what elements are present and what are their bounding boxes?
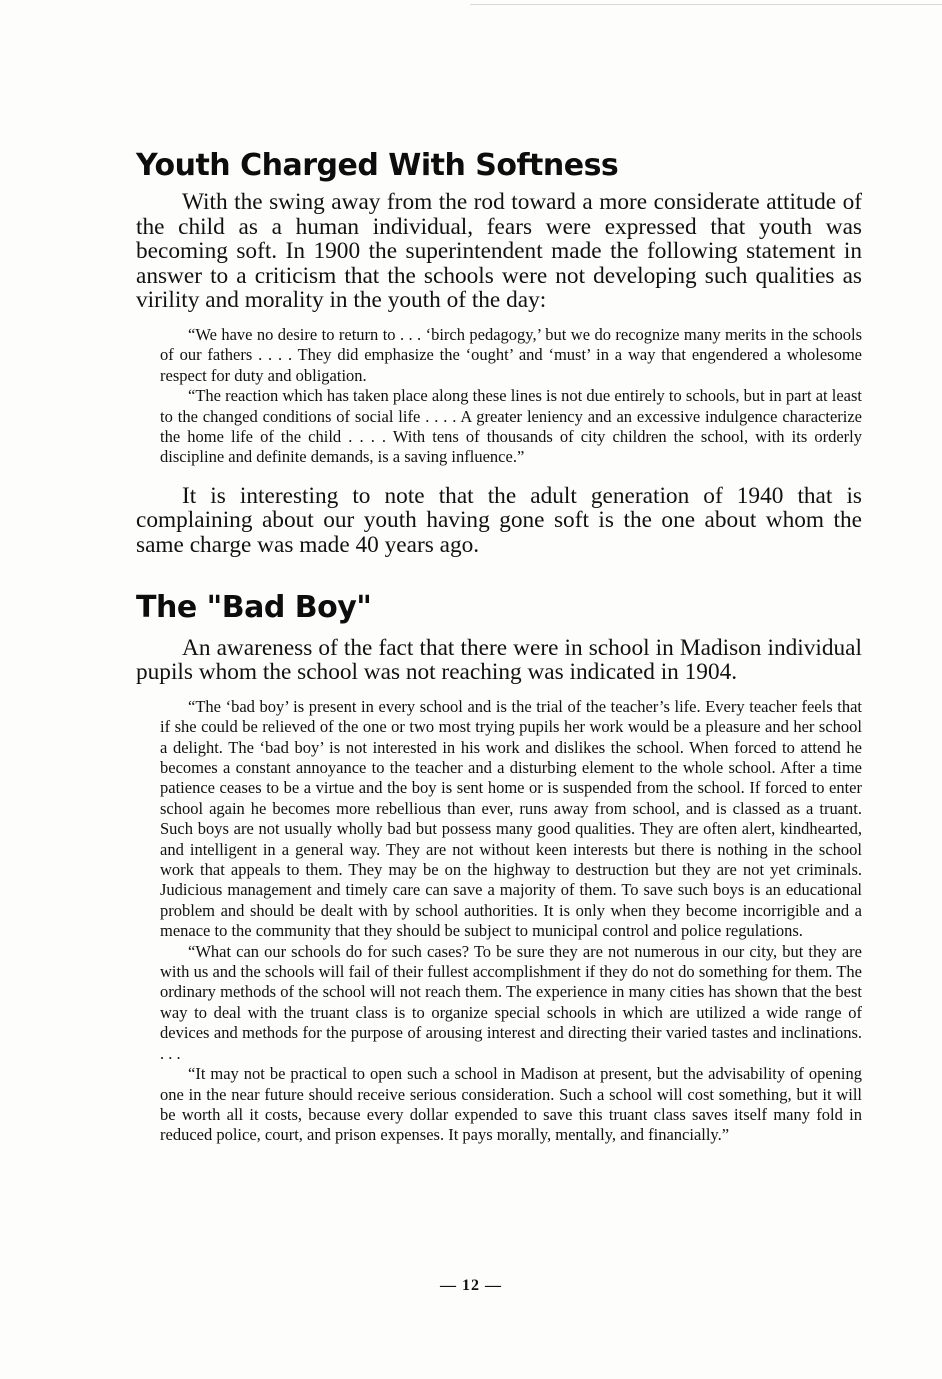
section-youth-softness [136,146,862,558]
section-lead-paragraph: An awareness of the fact that there were in school in Madison individual pupils whom the school was not reaching was indicated in 1904. [136,634,862,686]
section-heading-bad-boy: The "Bad Boy" [136,589,372,625]
quote-paragraph: “The ‘bad boy’ is present in every school and is the trial of the teacher’s life. Every teacher feels that if she could be relieved of the one or two most trying pupils her work would be a pleasure and her school a delight. The ‘bad boy’ is not interested in his work and dislikes the school. When forced to attend he becomes a constant annoyance to the teacher and a disturbing element to the whole school. After a time patience ceases to be a virtue and the boy is sent home or is suspended from the school. If forced to enter school again he becomes more rebellious than ever, runs away from school, and is classed as a truant. Such boys are not usually wholly bad but possess many good qualities. They are often alert, kindhearted, and intelligent in a general way. They are not without keen interests but there is nothing in the school work that appeals to them. They may be on the highway to destruction but they are not yet criminals. Judicious management and timely care can save a majority of them. To save such boys is an educational problem and should be dealt with by school authorities. It is only when they become incorrigible and a menace to the community that they should be subject to municipal control and police regulations. [160,696,862,941]
quote-paragraph: “We have no desire to return to . . . ‘birch pedagogy,’ but we do recognize many merits in the schools of our fathers . . . . They did emphasize the ‘ought’ and ‘must’ in a way that engendered a wholesome respect for duty and obligation. [160,324,862,385]
quote-paragraph: “The reaction which has taken place along these lines is not due entirely to schools, but in part at least to the changed conditions of social life . . . . A greater leniency and an excessive indulgence characterize the home life of the child . . . . With tens of thousands of city children the school, with its orderly discipline and definite demands, is a saving influence.” [160,386,862,467]
block-quote [160,325,862,468]
block-quote [160,697,862,1146]
section-heading-youth-softness: Youth Charged With Softness [136,148,619,183]
quote-paragraph: “What can our schools do for such cases? To be sure they are not numerous in our city, but they are with us and the schools will fail of their fullest accomplishment if they do not do something for them. The ordinary methods of the school will not reach them. The experience in many cities has shown that the best way to deal with the truant class is to organize special schools in which are utilized a wide range of devices and methods for the purpose of arousing interest and directing their varied tastes and inclinations. . . . [160,941,862,1063]
page-number: — 12 — [440,1277,502,1294]
quote-paragraph: “It may not be practical to open such a school in Madison at present, but the advisability of opening one in the near future should receive serious consideration. Such a school will cost something, but it will be worth all it costs, because every dollar expended to save this truant class saves itself many fold in reduced police, court, and prison expenses. It pays morally, mentally, and financially.” [160,1064,862,1145]
page-body [136,146,862,1146]
section-bad-boy [136,588,862,1146]
closing-paragraph: It is interesting to note that the adult generation of 1940 that is complaining about our youth having gone soft is the one about whom the same charge was made 40 years ago. [136,482,862,558]
section-lead-paragraph: With the swing away from the rod toward a more considerate attitude of the child as a human individual, fears were expressed that youth was becoming soft. In 1900 the superintendent made the following statement in answer to a criticism that the schools were not developing such qualities as virility and morality in the youth of the day: [136,189,862,314]
top-edge-rule [470,4,942,5]
